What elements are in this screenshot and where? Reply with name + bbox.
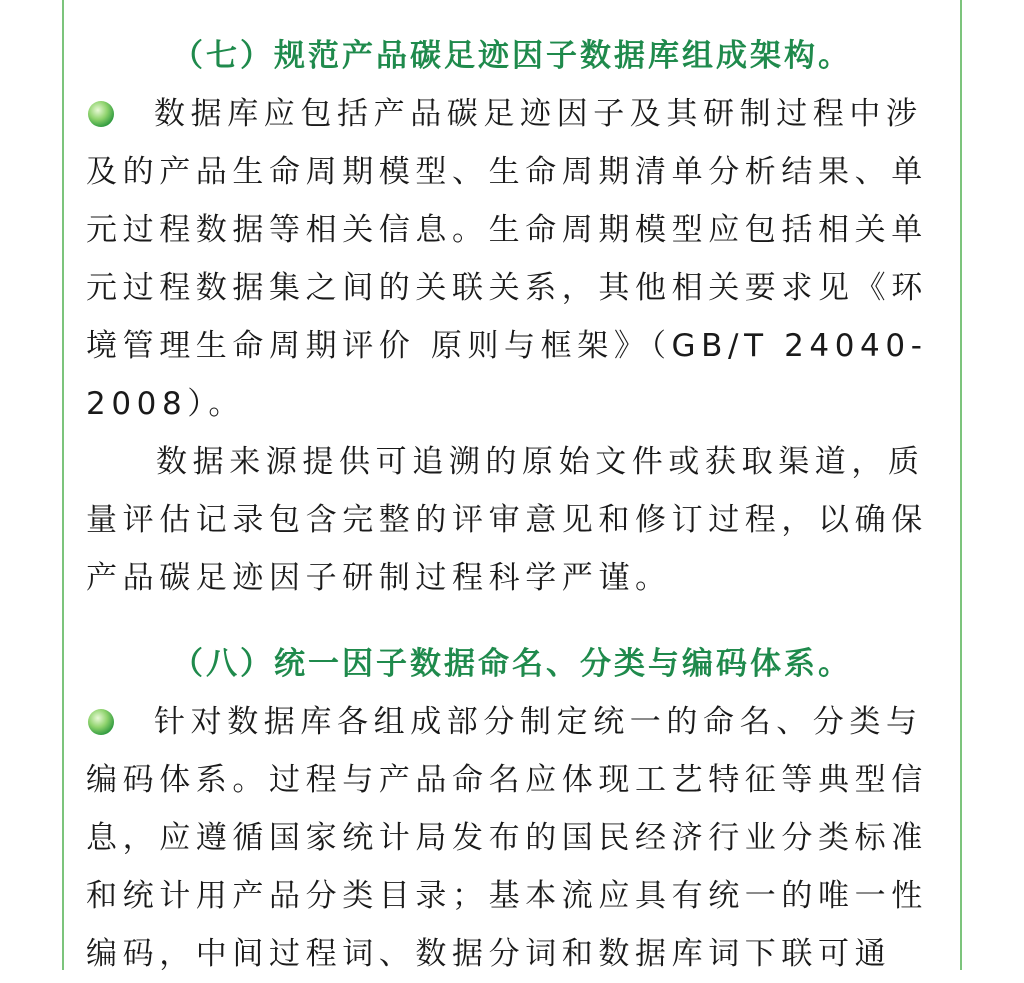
section-7-paragraph-1 <box>86 85 946 433</box>
section-7-heading: （七）规范产品碳足迹因子数据库组成架构。 <box>172 38 852 74</box>
green-bullet-icon <box>88 709 114 735</box>
section-8-paragraph-1-text: 针对数据库各组成部分制定统一的命名、分类与编码体系。过程与产品命名应体现工艺特征等典型信息，应遵循国家统计局发布的国民经济行业分类标准和统计用产品分类目录；基本流应具有统一的唯一性编码，中间过程词、数据分词和数据库词下联可通 <box>86 704 928 972</box>
section-7-paragraph-1-text: 数据库应包括产品碳足迹因子及其研制过程中涉及的产品生命周期模型、生命周期清单分析结果、单元过程数据等相关信息。生命周期模型应包括相关单元过程数据集之间的关联关系，其他相关要求见《环境管理生命周期评价 原则与框架》（GB/T 24040-2008）。 <box>86 96 928 422</box>
section-8-heading: （八）统一因子数据命名、分类与编码体系。 <box>172 646 852 682</box>
section-8-paragraph-1 <box>86 693 946 983</box>
section-7-paragraph-2: 数据来源提供可追溯的原始文件或获取渠道，质量评估记录包含完整的评审意见和修订过程，以确保产品碳足迹因子研制过程科学严谨。 <box>86 444 928 596</box>
document-body <box>86 0 946 983</box>
green-bullet-icon <box>88 101 114 127</box>
